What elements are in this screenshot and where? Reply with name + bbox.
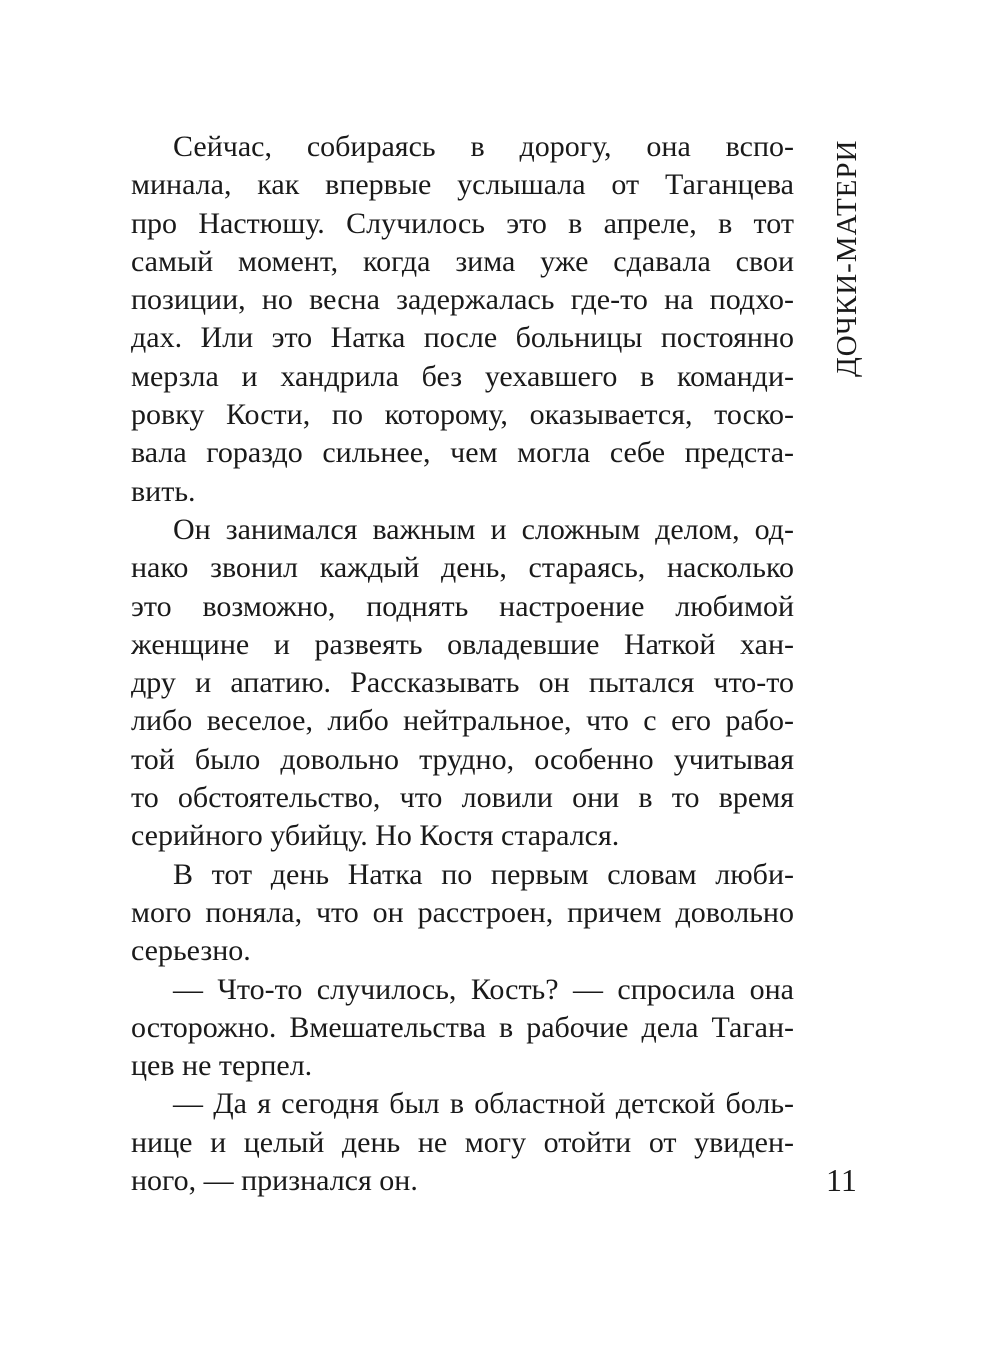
text-line: дру и апатию. Рассказывать он пытался что-то: [131, 666, 794, 700]
text-line: цев не терпел.: [131, 1049, 313, 1083]
text-line: осторожно. Вмешательства в рабочие дела Таган-: [131, 1010, 794, 1044]
running-title: ДОЧКИ-МАТЕРИ: [831, 140, 863, 378]
text-line: то обстоятельство, что ловили они в то время: [131, 781, 794, 815]
text-line: нако звонил каждый день, стараясь, насколько: [131, 551, 794, 585]
text-line: либо веселое, либо нейтральное, что с его рабо-: [131, 704, 794, 738]
text-line: это возможно, поднять настроение любимой: [131, 589, 794, 623]
page-number: 11: [826, 1162, 857, 1198]
text-line: минала, как впервые услышала от Таганцева: [131, 168, 794, 202]
text-line: мого поняла, что он расстроен, причем довольно: [131, 895, 794, 929]
text-line: мерзла и хандрила без уехавшего в команди-: [131, 359, 794, 393]
text-line: Он занимался важным и сложным делом, од-: [173, 512, 794, 546]
body-text: [131, 128, 794, 1200]
text-line: самый момент, когда зима уже сдавала свои: [131, 244, 794, 278]
text-line: ровку Кости, по которому, оказывается, тоско-: [131, 398, 794, 432]
text-line: В тот день Натка по первым словам люби-: [173, 857, 794, 891]
text-line: вала гораздо сильнее, чем могла себе предста-: [131, 436, 794, 470]
text-line: Сейчас, собираясь в дорогу, она вспо-: [173, 130, 794, 163]
text-line: женщине и развеять овладевшие Наткой хан-: [131, 627, 794, 661]
text-line: нице и целый день не могу отойти от увиден-: [131, 1125, 794, 1159]
text-line: — Что-то случилось, Кость? — спросила она: [173, 972, 794, 1006]
text-line: вить.: [131, 474, 196, 508]
text-line: серьезно.: [131, 934, 251, 968]
text-line: дах. Или это Натка после больницы постоянно: [131, 321, 794, 355]
text-line: ного, — признался он.: [131, 1164, 418, 1198]
text-line: про Настюшу. Случилось это в апреле, в тот: [131, 206, 794, 240]
text-line: серийного убийцу. Но Костя старался.: [131, 819, 620, 853]
text-line: позиции, но весна задержалась где-то на подхо-: [131, 283, 794, 317]
text-line: той было довольно трудно, особенно учитывая: [131, 742, 794, 776]
text-line: — Да я сегодня был в областной детской боль-: [173, 1087, 794, 1121]
